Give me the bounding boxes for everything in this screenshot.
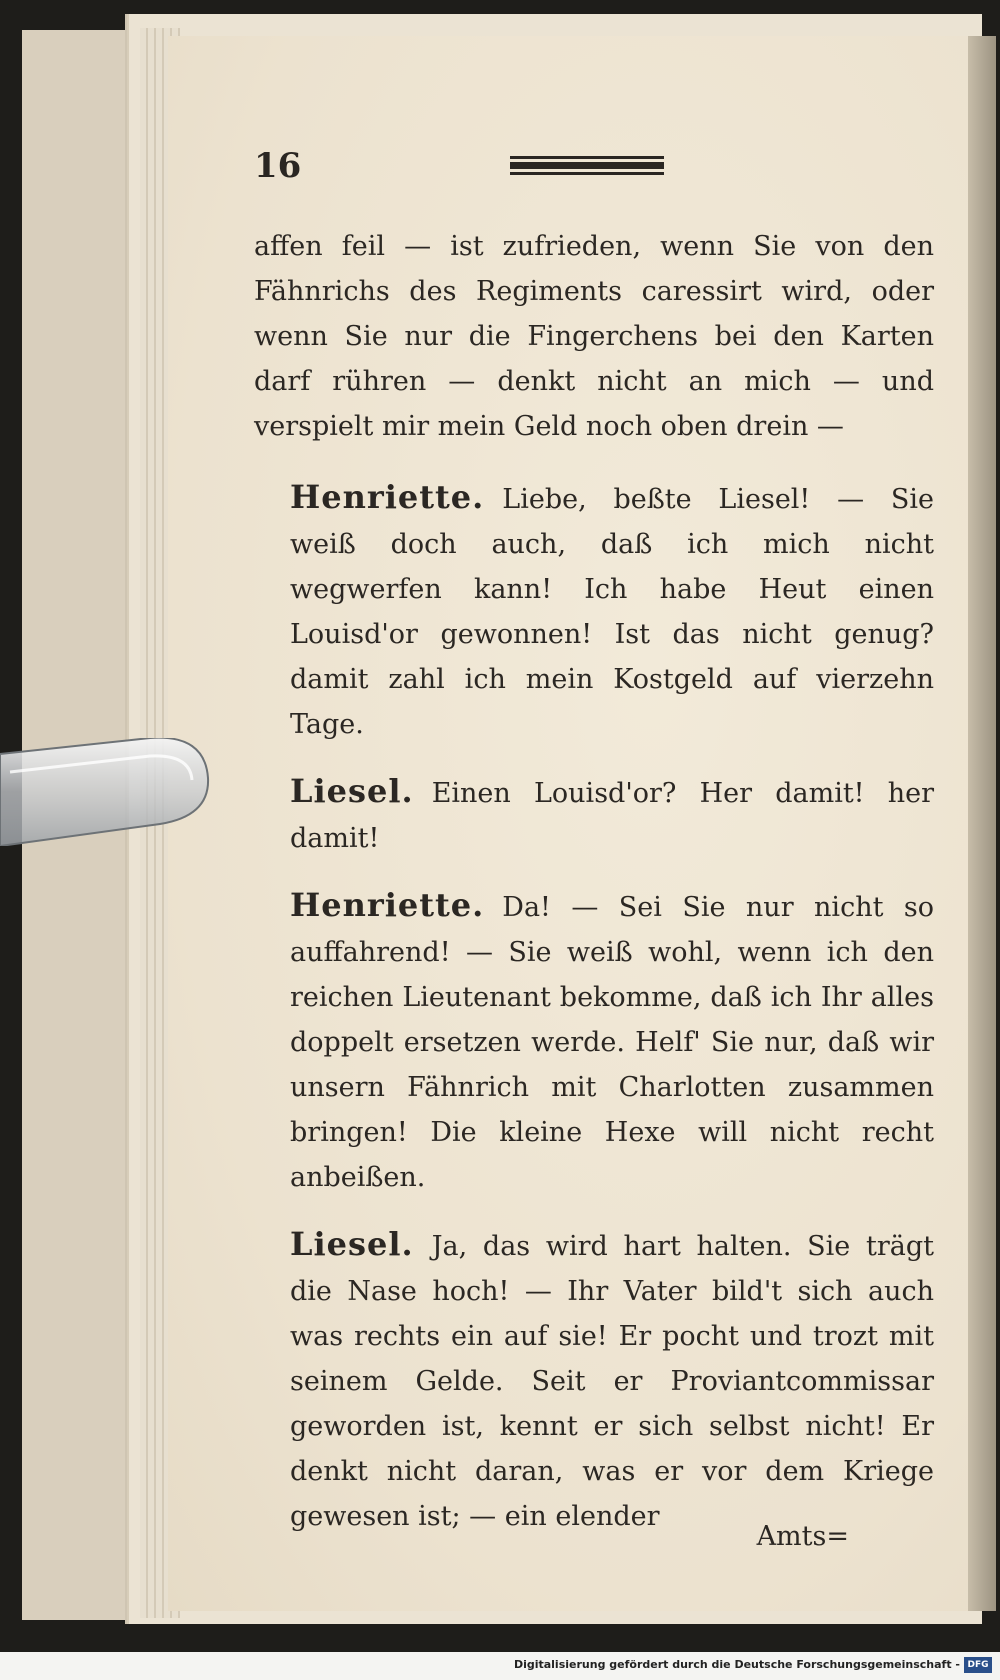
speaker-name: Henriette. [290, 886, 485, 924]
paragraph [254, 475, 934, 747]
digitization-credit-bar [0, 1652, 1000, 1680]
paragraph-text: Da! — Sei Sie nur nicht so auffahrend! — Sie weiß wohl, wenn ich den reichen Lieutenant bekomme, daß ich Ihr alles doppelt ersetzen werde. Helf' Sie nur, daß wir unsern Fähnrich mit Charlotten zusammen bringen! Die kleine Hexe will nicht recht anbeißen. [290, 892, 934, 1193]
page-text [254, 224, 934, 1561]
book-page [168, 36, 973, 1611]
header-rule [510, 156, 664, 178]
paragraph [254, 769, 934, 861]
paragraph [254, 883, 934, 1200]
paragraph-text: Einen Louisd'or? Her damit! her damit! [290, 778, 934, 854]
glass-page-weight [0, 738, 212, 846]
paragraph [254, 224, 934, 449]
page-shadow [968, 36, 996, 1611]
catchword: Amts= [756, 1521, 849, 1552]
paragraph-text: Ja, das wird hart halten. Sie trägt die Nase hoch! — Ihr Vater bild't sich auch was rechts ein auf sie! Er pocht und trozt mit seinem Gelde. Seit er Proviantcommissar geworden ist, kennt er sich selbst nicht! Er denkt nicht daran, was er vor dem Kriege gewesen ist; — ein elender [290, 1231, 934, 1532]
speaker-name: Henriette. [290, 478, 485, 516]
speaker-name: Liesel. [290, 1225, 414, 1263]
paragraph-text: Liebe, beßte Liesel! — Sie weiß doch auch, daß ich mich nicht wegwerfen kann! Ich habe Heut einen Louisd'or gewonnen! Ist das nicht genug? damit zahl ich mein Kostgeld auf vierzehn Tage. [290, 484, 934, 740]
page-number: 16 [254, 146, 302, 186]
dfg-logo: DFG [964, 1657, 992, 1673]
paragraph-text: affen feil — ist zufrieden, wenn Sie von den Fähnrichs des Regiments caressirt wird, oder wenn Sie nur die Fingerchens bei den Karten darf rühren — denkt nicht an mich — und verspielt mir mein Geld noch oben drein — [254, 231, 934, 442]
paragraph [254, 1222, 934, 1539]
speaker-name: Liesel. [290, 772, 414, 810]
credit-text: Digitalisierung gefördert durch die Deutsche Forschungsgemeinschaft - [513, 1658, 960, 1671]
